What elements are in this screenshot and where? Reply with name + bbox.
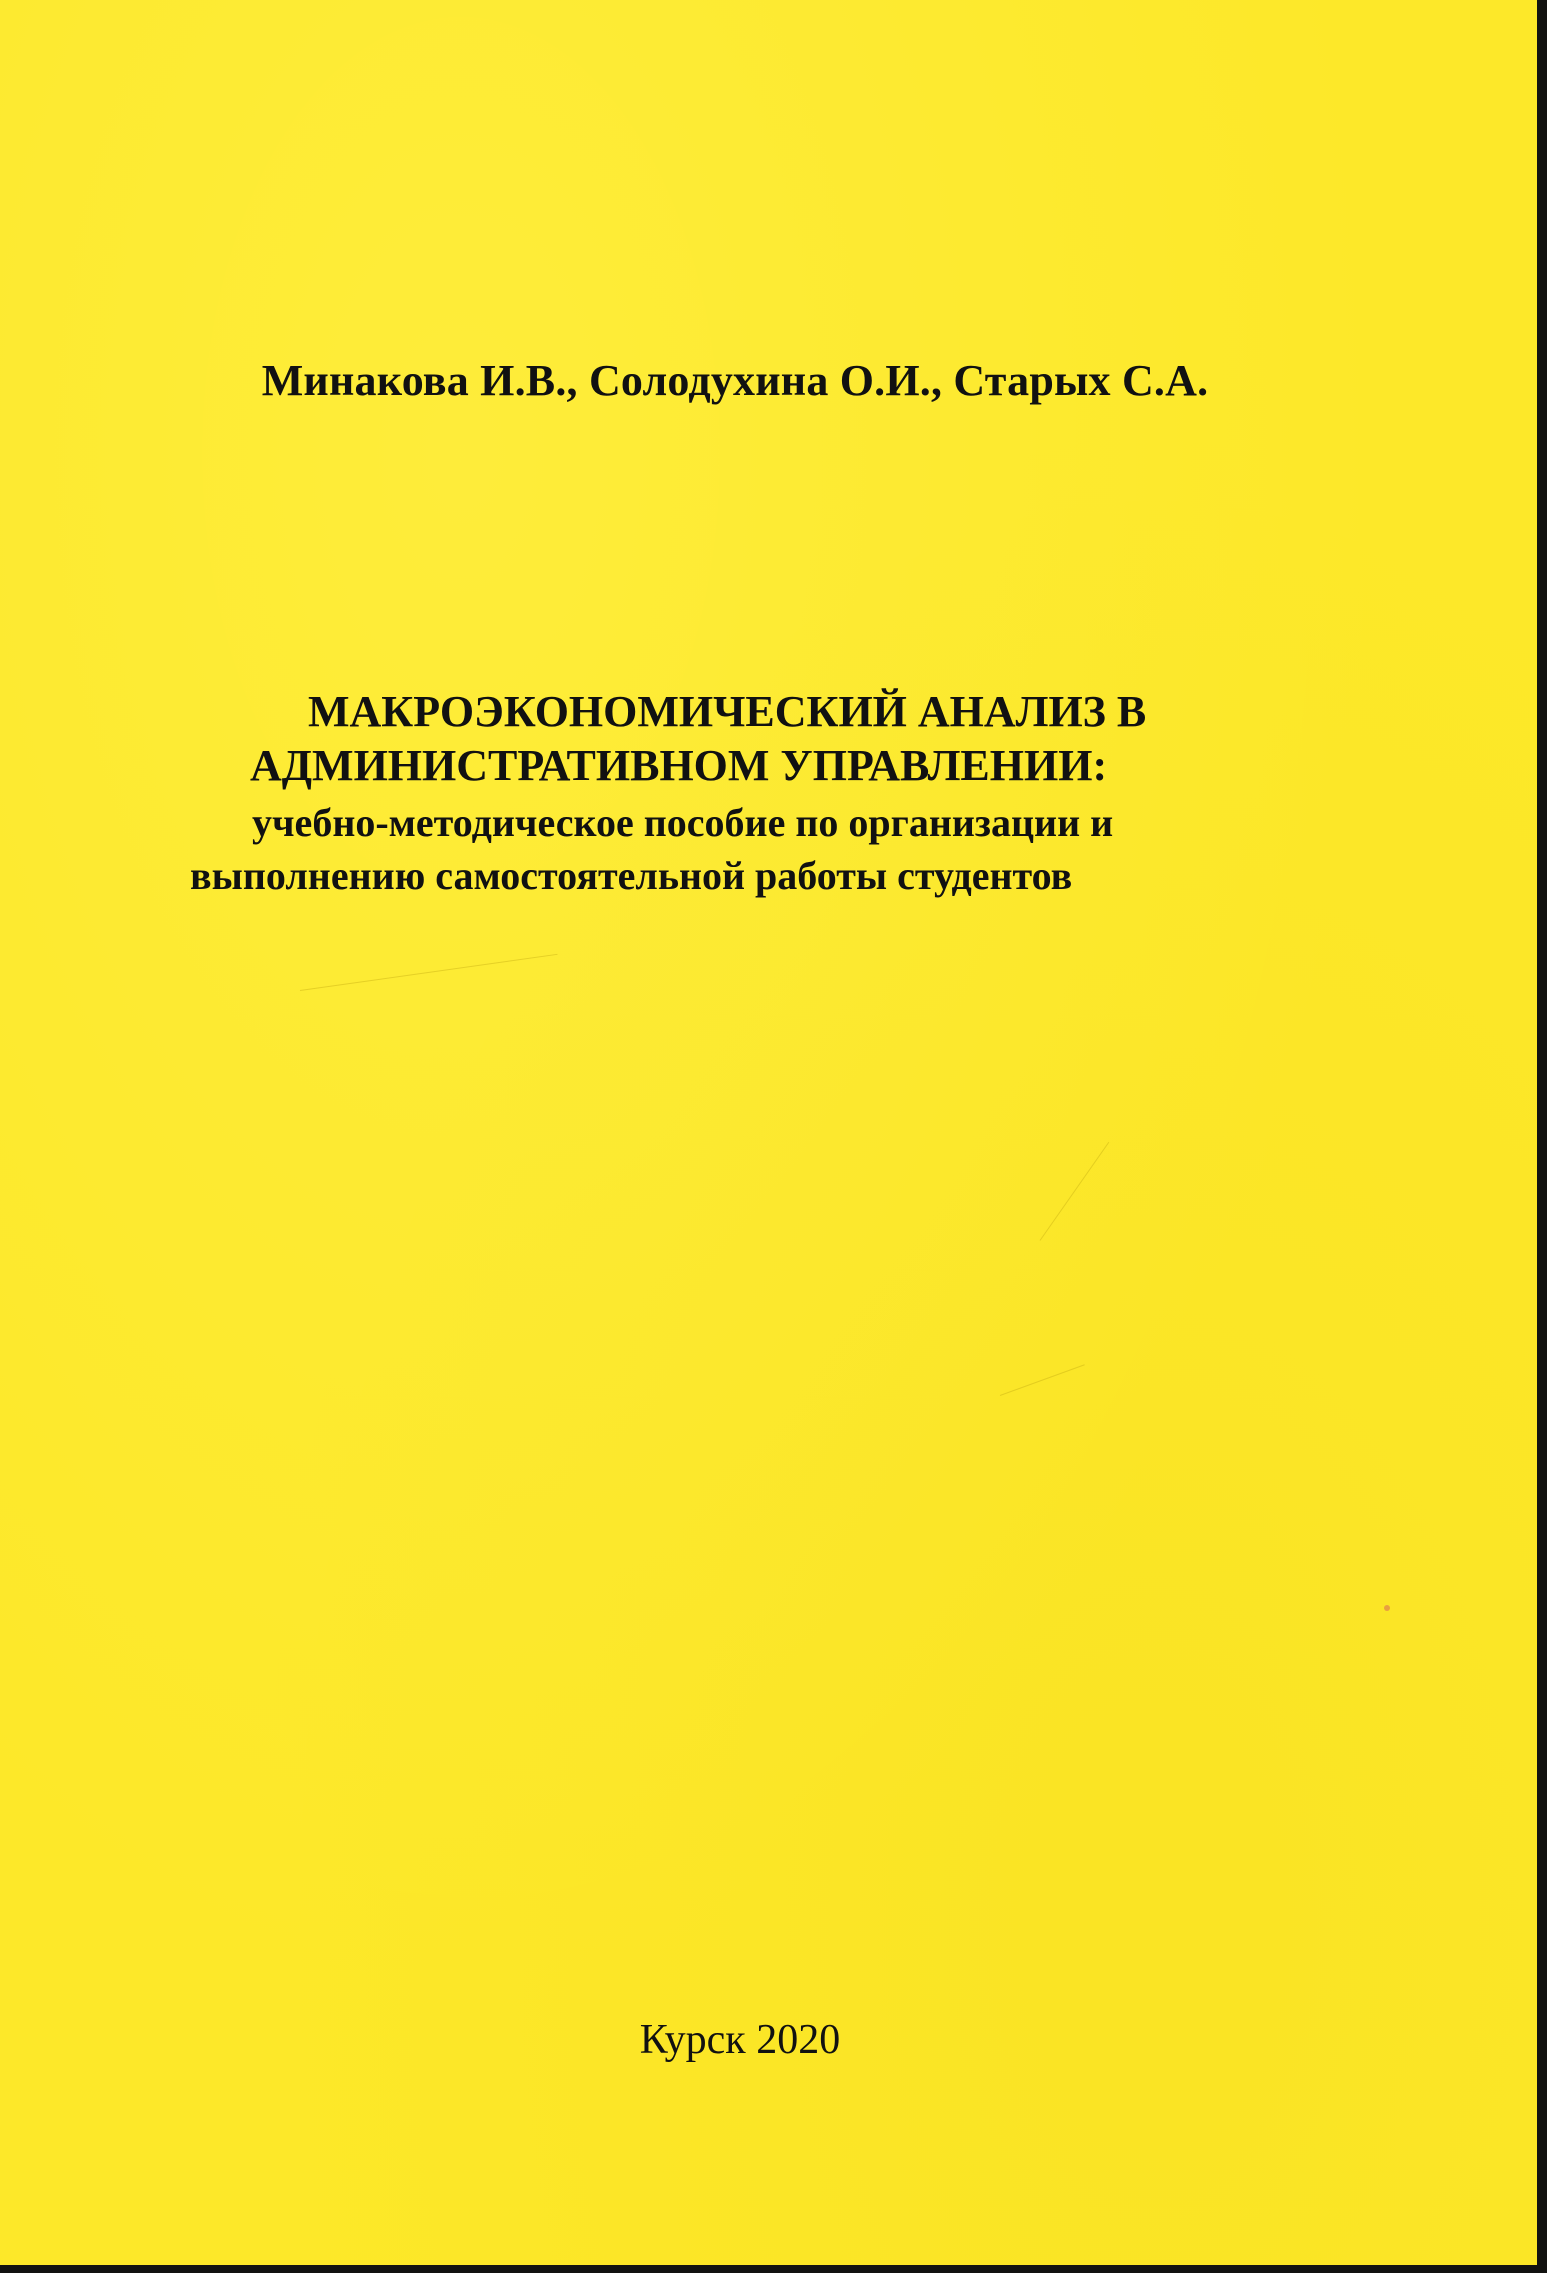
title-line: АДМИНИСТРАТИВНОМ УПРАВЛЕНИИ:: [250, 741, 1108, 790]
paper-speck: [1384, 1605, 1390, 1611]
subtitle-line: выполнению самостоятельной работы студентов: [190, 853, 1073, 898]
paper-texture-line: [300, 954, 558, 991]
authors-line: Минакова И.В., Солодухина О.И., Старых С.А.: [261, 356, 1209, 405]
title-line: МАКРОЭКОНОМИЧЕСКИЙ АНАЛИЗ В: [308, 687, 1147, 736]
scan-edge-right: [1537, 0, 1547, 2273]
paper-texture-line: [1040, 1142, 1110, 1241]
paper-texture-line: [1000, 1364, 1085, 1396]
subtitle-line: учебно-методическое пособие по организации и: [252, 800, 1114, 845]
city-year: Курск 2020: [639, 2017, 841, 2063]
scan-edge-bottom: [0, 2265, 1547, 2273]
